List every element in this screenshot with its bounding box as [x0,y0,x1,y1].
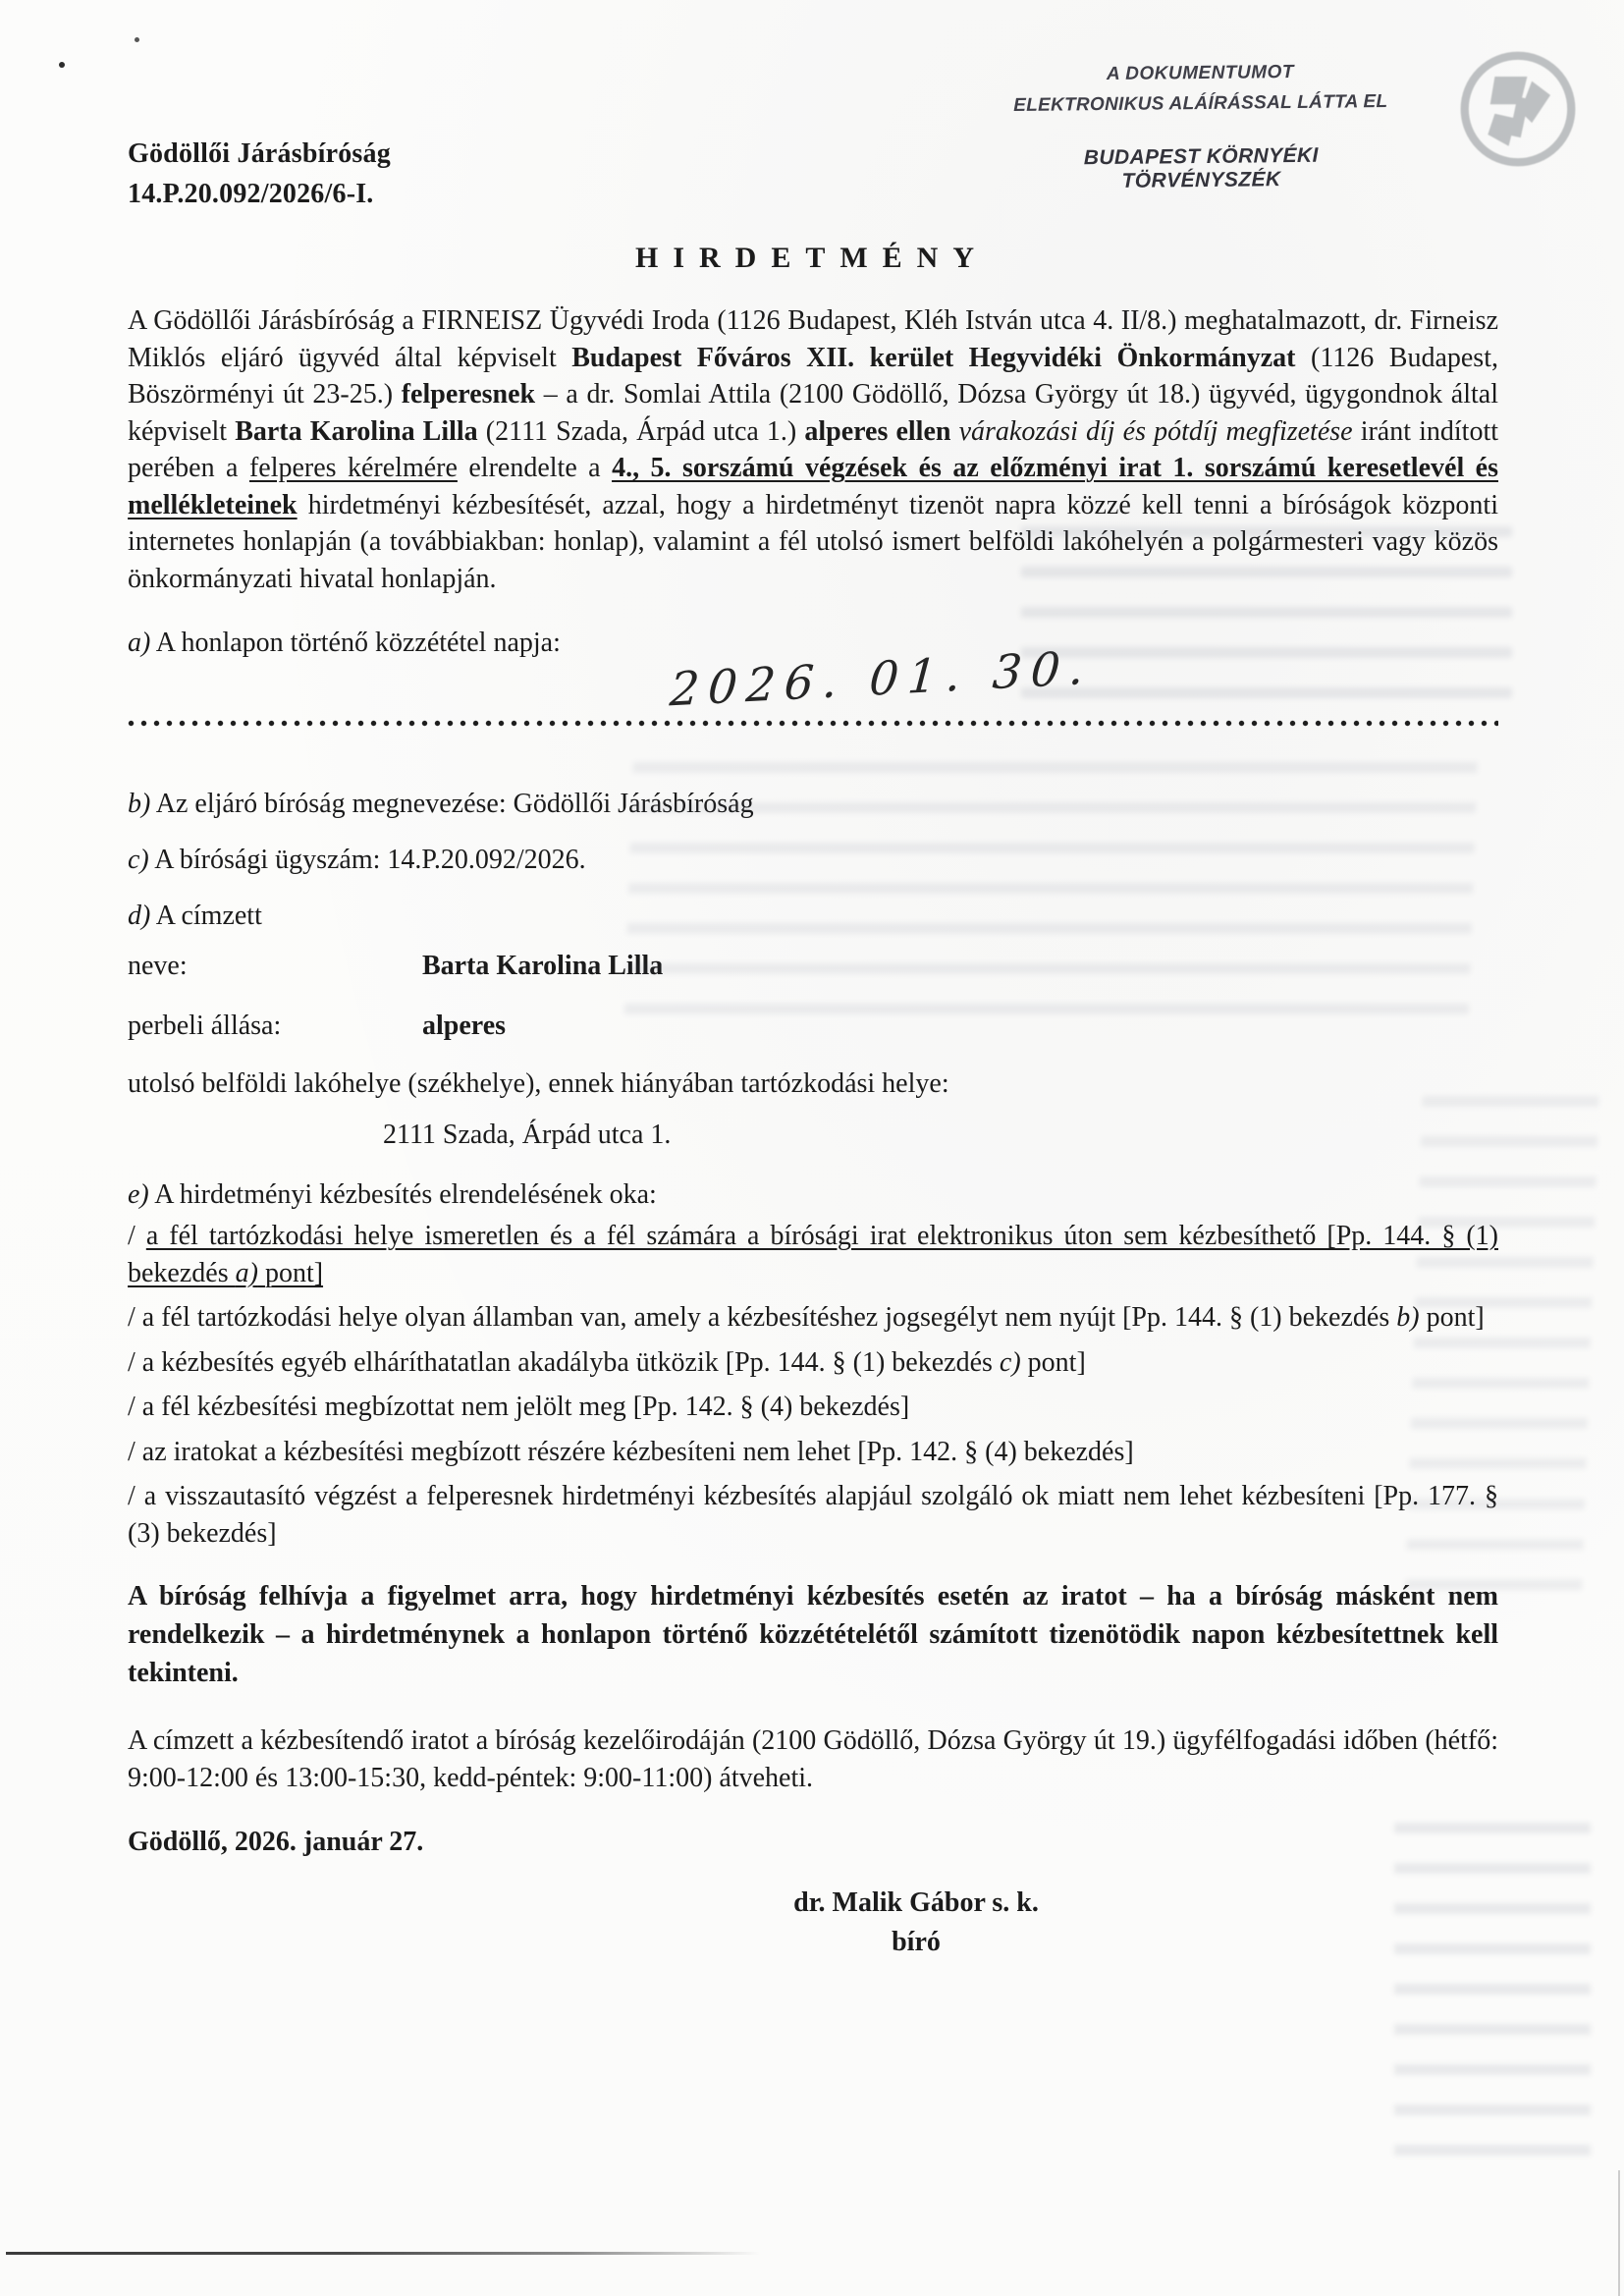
reason-item: / az iratokat a kézbesítési megbízott részére kézbesíteni nem lehet [Pp. 142. § (4) bekezdés] [128,1436,1134,1467]
addressee-name-value: Barta Karolina Lilla [422,951,664,981]
place-and-date: Gödöllő, 2026. január 27. [128,1827,424,1857]
page-title: HIRDETMÉNY [634,242,989,274]
document-header [128,134,391,214]
electronic-signature-stamp [1008,61,1392,194]
section-b-label: b) [128,789,151,819]
section-e-label: e) [128,1179,149,1210]
reason-item: / a fél kézbesítési megbízottat nem jelölt meg [Pp. 142. § (4) bekezdés] [128,1392,910,1422]
intro-paragraph: A Gödöllői Járásbíróság a FIRNEISZ Ügyvédi Iroda (1126 Budapest, Kléh István utca 4. II/8.) meghatalmazott, dr. Firneisz Miklós eljáró ügyvéd által képviselt Budapest Főváros XII. kerület Hegyvidéki Önkormányzat (1126 Budapest, Böszörményi út 23-25.) felperesnek – a dr. Somlai Attila (2100 Gödöllő, Dózsa György út 18.) ügyvéd, ügygondnok által képviselt Barta Karolina Lilla (2111 Szada, Árpád utca 1.) alperes ellen várakozási díj és pótdíj megfizetése iránt indított perében a felperes kérelmére elrendelte a 4., 5. sorszámú végzések és az előzményi irat 1. sorszámú keresetlevél és mellékleteinek hirdetményi kézbesítését, azzal, hogy a hirdetményt tizenöt napra közzé kell tenni a bíróságok központi internetes honlapján (a továbbiakban: honlap), valamint a fél utolsó ismert belföldi lakóhelyén a polgármesteri vagy közös önkormányzati hivatal honlapján. [128,305,1499,594]
addressee-name-row [128,951,1498,982]
judge-name: dr. Malik Gábor s. k. [793,1887,1039,1918]
deemed-delivery-notice: A bíróság felhívja a figyelmet arra, hogy hirdetményi kézbesítés esetén az iratot – ha a bíróság másként nem rendelkezik – a hirdetménynek a honlapon történő közzétételétől számított tizenötödik napon kézbesítettnek kell tekinteni. [128,1581,1498,1688]
section-e [128,1176,1498,1213]
section-a-text: A honlapon történő közzététel napja: [150,628,561,658]
section-d-text: A címzett [150,901,262,931]
reason-item: / a fél tartózkodási helye olyan államban van, amely a kézbesítéshez jogsegélyt nem nyújt [Pp. 144. § (1) bekezdés b) pont] [128,1302,1485,1333]
residence-label: utolsó belföldi lakóhelye (székhelye), ennek hiányában tartózkodási helye: [128,1068,949,1099]
scan-speck [59,62,65,68]
section-c-text: A bírósági ügyszám: 14.P.20.092/2026. [148,845,586,875]
scan-edge-mark [1618,2170,1620,2296]
section-c-label: c) [128,845,149,875]
stamp-line-2: ELEKTRONIKUS ALÁÍRÁSSAL LÁTTA EL [1013,91,1388,116]
handwritten-publication-date: 2026. 01. 30. [668,640,1095,718]
addressee-role-label: perbeli állása: [128,1011,282,1041]
scan-bleed-artifact [1394,1807,1591,2160]
section-d-label: d) [128,901,151,931]
addressee-role-row [128,1011,1498,1042]
stamp-court-name: BUDAPEST KÖRNYÉKI TÖRVÉNYSZÉK [1083,143,1319,192]
section-a-label: a) [128,628,151,658]
scan-edge-line [6,2252,760,2255]
reason-item: / a fél tartózkodási helye ismeretlen és a fél számára a bírósági irat elektronikus úton sem kézbesíthető [Pp. 144. § (1) bekezdés a) pont] [128,1221,1498,1288]
section-c [128,842,1498,878]
court-name: Gödöllői Járásbíróság [128,138,391,169]
court-seal-icon [1460,51,1576,167]
reason-item: / a kézbesítés egyéb elháríthatatlan akadályba ütközik [Pp. 144. § (1) bekezdés c) pont] [128,1346,1086,1378]
delivery-reason-list [128,1218,1498,1559]
dotted-fill-line [128,720,1498,727]
judge-role: bíró [892,1927,941,1957]
scan-speck [135,37,139,42]
section-b [128,786,1498,822]
document-pickup-paragraph: A címzett a kézbesítendő iratot a bíróság kezelőirodáján (2100 Gödöllő, Dózsa György út 19.) ügyfélfogadási időben (hétfő: 9:00-12:00 és 13:00-15:30, kedd-péntek: 9:00-11:00) átveheti. [128,1725,1498,1793]
signature-block [754,1884,1078,1962]
section-b-text: Az eljáró bíróság megnevezése: Gödöllői Járásbíróság [150,789,754,819]
case-number: 14.P.20.092/2026/6-I. [128,179,374,209]
section-d [128,898,1498,934]
residence-value: 2111 Szada, Árpád utca 1. [383,1120,672,1150]
section-e-text: A hirdetményi kézbesítés elrendelésének oka: [148,1179,657,1210]
addressee-name-label: neve: [128,951,188,981]
addressee-role-value: alperes [422,1011,507,1041]
stamp-line-1: A DOKUMENTUMOT [1106,62,1295,85]
reason-item: / a visszautasító végzést a felperesnek hirdetményi kézbesítés alapjául szolgáló ok miatt nem lehet kézbesíteni [Pp. 177. § (3) bekezdés] [128,1481,1498,1549]
